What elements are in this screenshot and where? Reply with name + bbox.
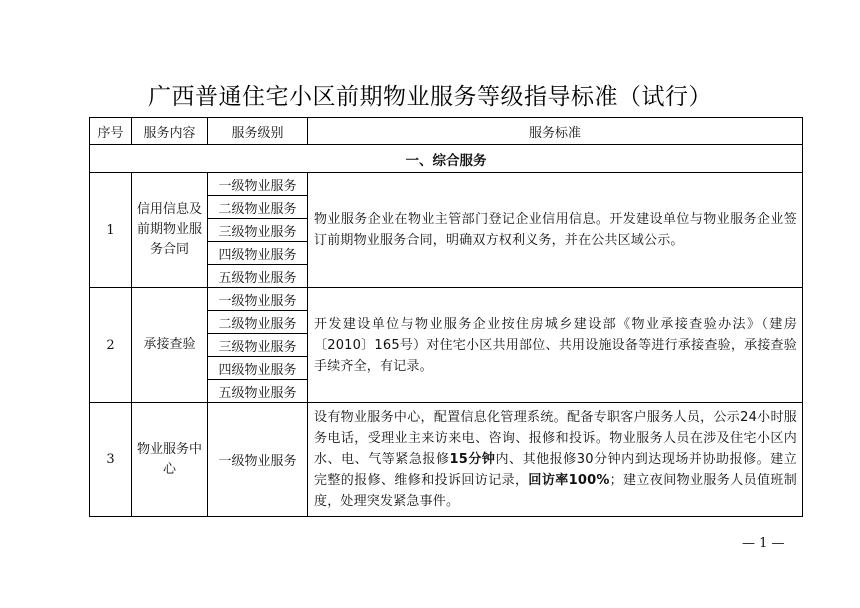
service-item: 信用信息及前期物业服务合同 [132, 173, 208, 288]
section-row [90, 145, 803, 173]
section-title: 一、综合服务 [90, 145, 803, 173]
row-number: 1 [90, 173, 132, 288]
service-level: 三级物业服务 [208, 219, 308, 242]
row-number: 2 [90, 288, 132, 403]
service-level: 四级物业服务 [208, 357, 308, 380]
service-level: 一级物业服务 [208, 288, 308, 311]
standard-emphasis: 15分钟 [449, 452, 496, 467]
table-row [90, 173, 803, 196]
table-row [90, 288, 803, 311]
service-level: 五级物业服务 [208, 265, 308, 288]
standard-text: ；建立夜间物业服务人员值班制度，处理突发紧急事件。 [314, 473, 798, 509]
service-level: 五级物业服务 [208, 380, 308, 403]
header-num: 序号 [90, 118, 132, 145]
service-item: 物业服务中心 [132, 403, 208, 517]
standard-text: 内、其他报修30分钟内到达现场并协助报修。建立完整的报修、维修和投诉回访记录， [314, 452, 797, 488]
service-standard: 开发建设单位与物业服务企业按住房城乡建设部《物业承接查验办法》（建房〔2010〕165号）对住宅小区共用部位、共用设施设备等进行承接查验，承接查验手续齐全，有记录。 [308, 288, 803, 403]
service-level: 二级物业服务 [208, 196, 308, 219]
page-number: — 1 — [742, 536, 785, 551]
service-level: 一级物业服务 [208, 403, 308, 517]
service-level: 四级物业服务 [208, 242, 308, 265]
page-title: 广西普通住宅小区前期物业服务等级指导标准（试行） [148, 84, 712, 110]
service-item: 承接查验 [132, 288, 208, 403]
service-standard: 物业服务企业在物业主管部门登记企业信用信息。开发建设单位与物业服务企业签订前期物业服务合同，明确双方权利义务，并在公共区域公示。 [308, 173, 803, 288]
header-level: 服务级别 [208, 118, 308, 145]
service-level: 三级物业服务 [208, 334, 308, 357]
row-number: 3 [90, 403, 132, 517]
standard-text: 设有物业服务中心，配置信息化管理系统。配备专职客户服务人员，公示24小时服务电话，受理业主来访来电、咨询、报修和投诉。物业服务人员在涉及住宅小区内水、电、气等紧急报修 [314, 410, 797, 467]
header-item: 服务内容 [132, 118, 208, 145]
header-standard: 服务标准 [308, 118, 803, 145]
service-standard [308, 403, 803, 517]
service-standard-table [89, 117, 803, 517]
service-level: 一级物业服务 [208, 173, 308, 196]
table-header-row [90, 118, 803, 145]
standard-emphasis: 回访率100% [528, 473, 610, 488]
service-level: 二级物业服务 [208, 311, 308, 334]
table-row [90, 403, 803, 517]
